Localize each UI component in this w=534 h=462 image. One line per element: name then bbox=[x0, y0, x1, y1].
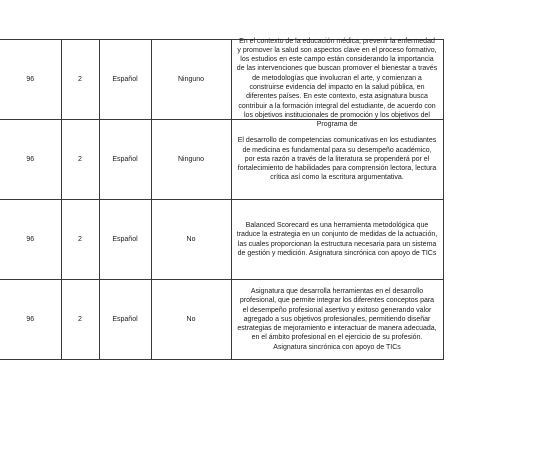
description-cell: Balanced Scorecard es una herramienta metodológica que traduce la estrategia en un conjunto de medidas de la actuación, las cuales proporcionan la estructura necesaria para un sistema de gestión y medición. Asignatura sincrónica con apoyo de TICs bbox=[231, 200, 443, 280]
hours-cell: 96 bbox=[0, 120, 61, 200]
credits-cell: 2 bbox=[61, 200, 99, 280]
table-row bbox=[0, 200, 443, 280]
credits-cell: 2 bbox=[61, 280, 99, 360]
hours-cell: 96 bbox=[0, 200, 61, 280]
table-row bbox=[0, 280, 443, 360]
option-cell: No bbox=[151, 280, 231, 360]
description-cell: El desarrollo de competencias comunicativas en los estudiantes de medicina es fundamental para su desempeño académico, por esta razón a través de la literatura se propenderá por el fortalecimiento de habilidades para comprensión lectora, lectura crítica así como la escritura argumentativa. bbox=[231, 120, 443, 200]
credits-cell: 2 bbox=[61, 120, 99, 200]
language-cell: Español bbox=[99, 200, 151, 280]
table-row bbox=[0, 40, 443, 120]
hours-cell: 96 bbox=[0, 280, 61, 360]
language-cell: Español bbox=[99, 120, 151, 200]
course-table bbox=[0, 39, 444, 360]
language-cell: Español bbox=[99, 280, 151, 360]
description-cell: Asignatura que desarrolla herramientas en el desarrollo profesional, que permite integrar los diferentes conceptos para el desempeño profesional asertivo y exitoso generando valor agregado a sus objetivos profesionales, permitiendo diseñar estrategias de mejoramiento e interactuar de manera adecuada, en el ámbito profesional en el ejercicio de su profesión. Asignatura sincrónica con apoyo de TICs bbox=[231, 280, 443, 360]
option-cell: No bbox=[151, 200, 231, 280]
hours-cell: 96 bbox=[0, 40, 61, 120]
option-cell: Ninguno bbox=[151, 120, 231, 200]
credits-cell: 2 bbox=[61, 40, 99, 120]
description-cell: En el contexto de la educación médica, prevenir la enfermedad y promover la salud son aspectos clave en el proceso formativo, los estudios en este campo están considerando la importancia de las intervenciones que buscan promover el bienestar a través de metodologías que involucran el arte, y comienzan a construirse evidencia del impacto en la salud pública, en diferentes países. En este contexto, esta asignatura busca contribuir a la formación integral del estudiante, de acuerdo con los objetivos institucionales de promoción y los objetivos del Programa de bbox=[231, 40, 443, 120]
table-row bbox=[0, 120, 443, 200]
language-cell: Español bbox=[99, 40, 151, 120]
option-cell: Ninguno bbox=[151, 40, 231, 120]
